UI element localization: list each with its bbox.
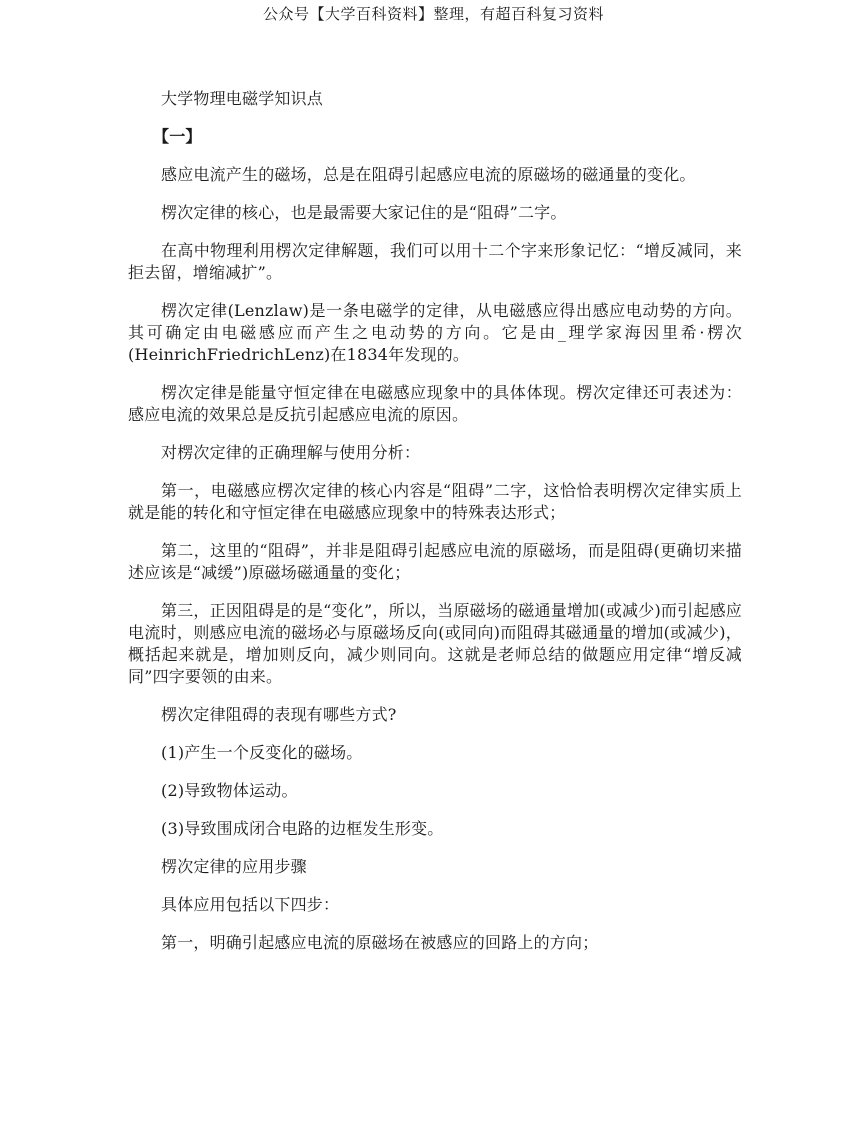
paragraph: 楞次定律的核心，也是最需要大家记住的是“阻碍”二字。 (161, 203, 567, 222)
document-body (128, 88, 742, 970)
paragraph: 楞次定律(Lenzlaw)是一条电磁学的定律，从电磁感应得出感应电动势的方向。其可确定由电磁感应而产生之电动势的方向。它是由_理学家海因里希·楞次(HeinrichFriedrichLenz)在1834年发现的。 (128, 301, 742, 364)
paragraph: 第三，正因阻碍是的是“变化”，所以，当原磁场的磁通量增加(或减少)而引起感应电流时，则感应电流的磁场必与原磁场反向(或同向)而阻碍其磁通量的增加(或减少)，概括起来就是，增加则反向，减少则同向。这就是老师总结的做题应用定律“增反减同”四字要领的由来。 (128, 601, 742, 686)
paragraph: 具体应用包括以下四步： (161, 895, 340, 914)
list-item: (3)导致围成闭合电路的边框发生形变。 (161, 819, 444, 838)
list-item: (2)导致物体运动。 (161, 781, 298, 800)
paragraph: 第一，明确引起感应电流的原磁场在被感应的回路上的方向； (161, 933, 599, 952)
paragraph: 在高中物理利用楞次定律解题，我们可以用十二个字来形象记忆：“增反减同，来拒去留，增缩减扩”。 (128, 241, 742, 282)
subheading: 楞次定律的应用步骤 (161, 857, 307, 876)
paragraph: 第一，电磁感应楞次定律的核心内容是“阻碍”二字，这恰恰表明楞次定律实质上就是能的转化和守恒定律在电磁感应现象中的特殊表达形式； (128, 481, 742, 522)
section-heading: 【一】 (153, 127, 202, 146)
paragraph: 对楞次定律的正确理解与使用分析： (161, 443, 421, 462)
paragraph: 楞次定律阻碍的表现有哪些方式? (161, 705, 397, 724)
paragraph: 感应电流产生的磁场，总是在阻碍引起感应电流的原磁场的磁通量的变化。 (161, 165, 696, 184)
document-title: 大学物理电磁学知识点 (161, 89, 324, 108)
list-item: (1)产生一个反变化的磁场。 (161, 743, 363, 762)
page-header: 公众号【大学百科资料】整理，有超百科复习资料 (262, 5, 604, 23)
paragraph: 楞次定律是能量守恒定律在电磁感应现象中的具体体现。楞次定律还可表述为：感应电流的效果总是反抗引起感应电流的原因。 (128, 383, 742, 424)
paragraph: 第二，这里的“阻碍”，并非是阻碍引起感应电流的原磁场，而是阻碍(更确切来描述应该是“减缓”)原磁场磁通量的变化； (128, 541, 742, 582)
